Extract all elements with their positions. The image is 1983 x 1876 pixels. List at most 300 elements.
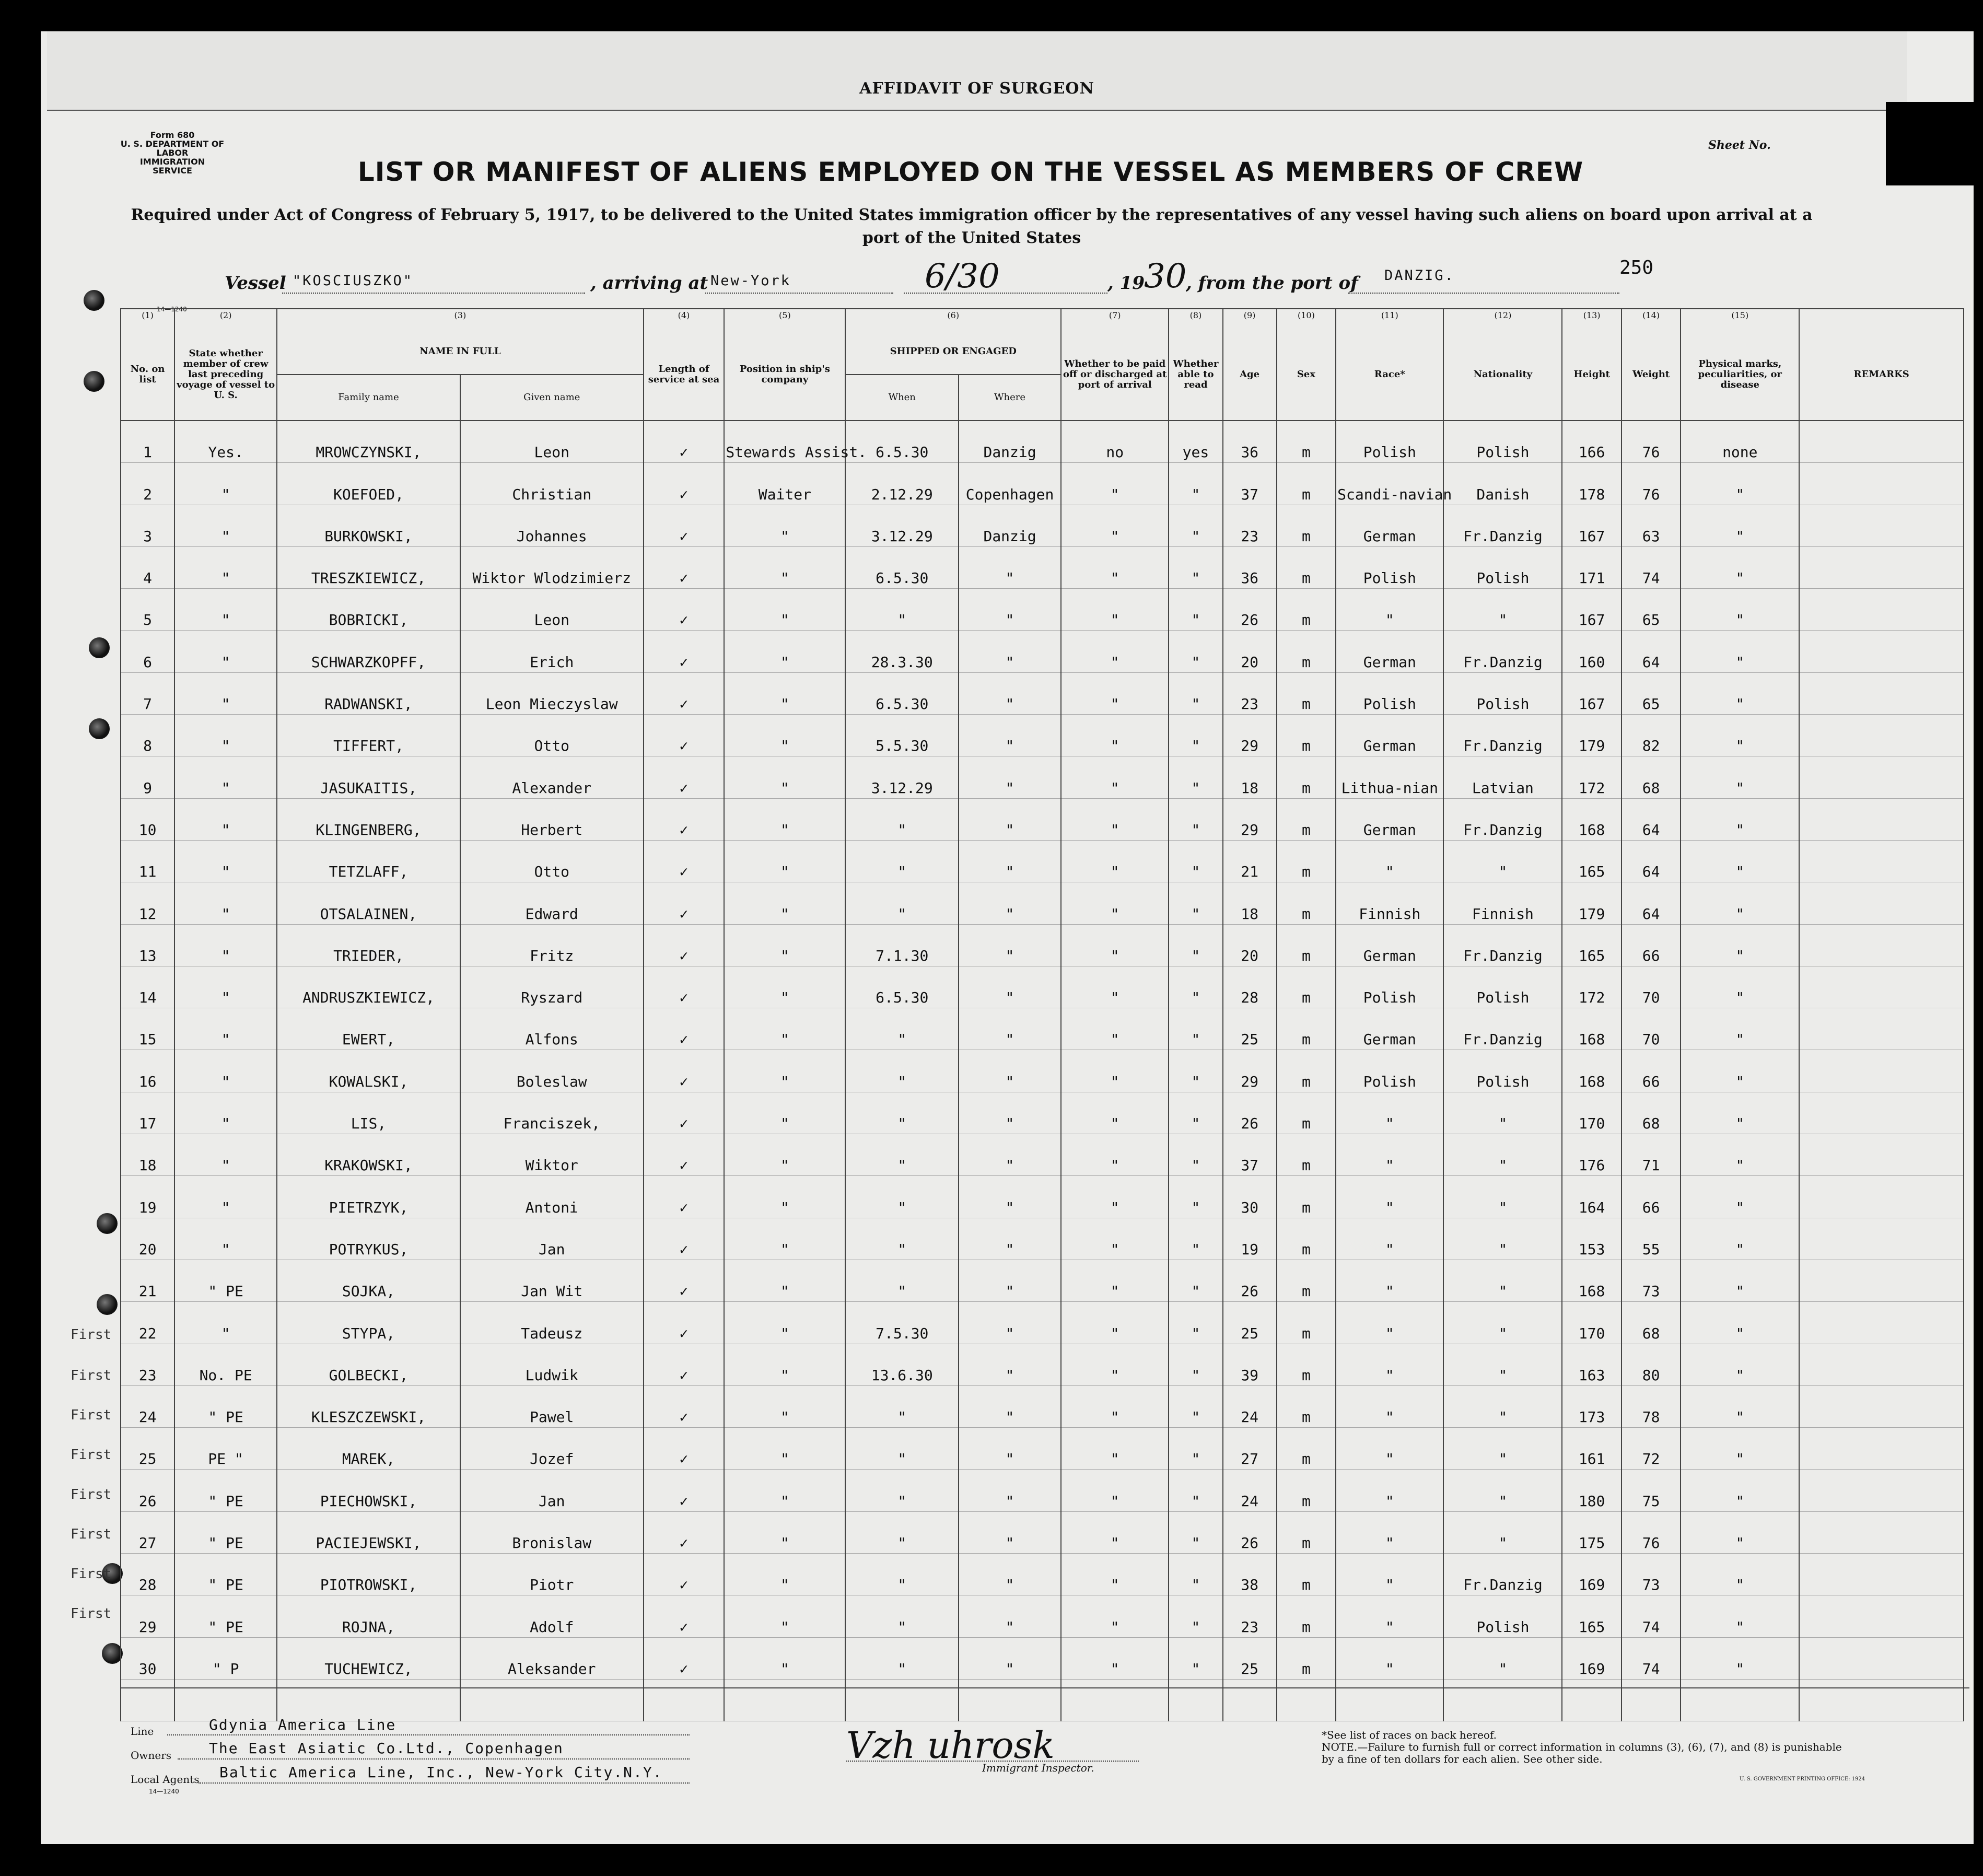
cell-physical-marks: " bbox=[1681, 1302, 1799, 1344]
col-where-header: Where bbox=[959, 375, 1061, 421]
table-row bbox=[121, 1385, 1964, 1427]
cell-nationality: Fr.Danzig bbox=[1443, 798, 1562, 840]
cell-member: " bbox=[174, 1218, 277, 1260]
cell-remarks bbox=[1799, 1050, 1964, 1092]
cell-age: 27 bbox=[1223, 1428, 1277, 1470]
cell-blank bbox=[845, 1679, 959, 1721]
cell-weight: 76 bbox=[1622, 1511, 1681, 1553]
crew-rows bbox=[121, 421, 1964, 1721]
cell-remarks bbox=[1799, 1470, 1964, 1511]
page-subtitle: Required under Act of Congress of February 5, 1917, to be delivered to the United States immigration officer by the representatives of any vessel having such aliens on board upon arrival at a port of the United States bbox=[131, 206, 1813, 247]
cell-age: 39 bbox=[1223, 1344, 1277, 1385]
cell-position: " bbox=[724, 1176, 845, 1218]
cell-given-name: Wiktor bbox=[460, 1134, 644, 1176]
cell-age: 36 bbox=[1223, 421, 1277, 463]
margin-note: First bbox=[71, 1487, 112, 1502]
cell-length-service: ✓ bbox=[644, 1008, 725, 1050]
cell-family-name: SOJKA, bbox=[277, 1260, 460, 1301]
cell-family-name: ANDRUSZKIEWICZ, bbox=[277, 966, 460, 1008]
cell-member: " bbox=[174, 756, 277, 798]
cell-blank bbox=[1799, 1679, 1964, 1721]
cell-weight: 64 bbox=[1622, 798, 1681, 840]
col-nationality-header: Nationality bbox=[1443, 329, 1562, 421]
cell-paid-off: " bbox=[1061, 840, 1169, 882]
cell-position: " bbox=[724, 715, 845, 756]
cell-age: 37 bbox=[1223, 1134, 1277, 1176]
cell-paid-off: " bbox=[1061, 1385, 1169, 1427]
cell-when: 7.1.30 bbox=[845, 924, 959, 966]
cell-when: " bbox=[845, 798, 959, 840]
cell-age: 21 bbox=[1223, 840, 1277, 882]
col-physical-marks-header: Physical marks, peculiarities, or disease bbox=[1681, 329, 1799, 421]
crew-manifest-table bbox=[120, 308, 1964, 1721]
cell-age: 30 bbox=[1223, 1176, 1277, 1218]
from-port-label: , from the port of bbox=[1186, 273, 1358, 294]
cell-position: " bbox=[724, 1470, 845, 1511]
cell-physical-marks: " bbox=[1681, 1218, 1799, 1260]
cell-height: 173 bbox=[1562, 1385, 1621, 1427]
cell-no: 28 bbox=[121, 1554, 174, 1595]
cell-position: " bbox=[724, 1008, 845, 1050]
line-value: Gdynia America Line bbox=[209, 1716, 396, 1733]
cell-member: " bbox=[174, 463, 277, 505]
cell-blank bbox=[1622, 1679, 1681, 1721]
cell-position: " bbox=[724, 505, 845, 546]
cell-race: " bbox=[1336, 1176, 1443, 1218]
cell-physical-marks: " bbox=[1681, 1050, 1799, 1092]
cell-family-name: BURKOWSKI, bbox=[277, 505, 460, 546]
cell-sex: m bbox=[1277, 1008, 1336, 1050]
cell-age: 19 bbox=[1223, 1218, 1277, 1260]
cell-member: " PE bbox=[174, 1554, 277, 1595]
cell-nationality: " bbox=[1443, 1428, 1562, 1470]
cell-remarks bbox=[1799, 631, 1964, 672]
cell-blank bbox=[174, 1679, 277, 1721]
margin-note: First bbox=[71, 1447, 112, 1463]
cell-family-name: TUCHEWICZ, bbox=[277, 1637, 460, 1679]
cell-weight: 73 bbox=[1622, 1554, 1681, 1595]
cell-remarks bbox=[1799, 1176, 1964, 1218]
cell-race: " bbox=[1336, 1260, 1443, 1301]
cell-length-service: ✓ bbox=[644, 505, 725, 546]
col-length-service-header: Length of service at sea bbox=[644, 329, 725, 421]
cell-family-name: LIS, bbox=[277, 1092, 460, 1134]
cell-given-name: Herbert bbox=[460, 798, 644, 840]
cell-no: 14 bbox=[121, 966, 174, 1008]
cell-nationality: Fr.Danzig bbox=[1443, 715, 1562, 756]
cell-paid-off: " bbox=[1061, 505, 1169, 546]
cell-paid-off: " bbox=[1061, 756, 1169, 798]
col-7-number: (7) bbox=[1061, 309, 1169, 329]
cell-where: Danzig bbox=[959, 421, 1061, 463]
cell-family-name: KLINGENBERG, bbox=[277, 798, 460, 840]
cell-able-to-read: " bbox=[1169, 1385, 1222, 1427]
cell-physical-marks: " bbox=[1681, 1134, 1799, 1176]
arriving-label: , arriving at bbox=[590, 273, 708, 294]
cell-nationality: " bbox=[1443, 1511, 1562, 1553]
cell-position: " bbox=[724, 631, 845, 672]
col-no-on-list-header: No. on list bbox=[121, 329, 174, 421]
cell-family-name: JASUKAITIS, bbox=[277, 756, 460, 798]
cell-length-service: ✓ bbox=[644, 1470, 725, 1511]
cell-remarks bbox=[1799, 966, 1964, 1008]
cell-age: 24 bbox=[1223, 1385, 1277, 1427]
cell-able-to-read: " bbox=[1169, 882, 1222, 924]
cell-age: 28 bbox=[1223, 966, 1277, 1008]
cell-given-name: Boleslaw bbox=[460, 1050, 644, 1092]
cell-position: Waiter bbox=[724, 463, 845, 505]
cell-physical-marks: " bbox=[1681, 1260, 1799, 1301]
cell-blank bbox=[1443, 1679, 1562, 1721]
table-row bbox=[121, 1260, 1964, 1301]
underlying-page-strip bbox=[47, 31, 1907, 111]
cell-no: 26 bbox=[121, 1470, 174, 1511]
cell-nationality: " bbox=[1443, 1260, 1562, 1301]
cell-when: " bbox=[845, 1008, 959, 1050]
cell-member: " PE bbox=[174, 1595, 277, 1637]
cell-given-name: Bronislaw bbox=[460, 1511, 644, 1553]
cell-physical-marks: " bbox=[1681, 1092, 1799, 1134]
cell-no: 23 bbox=[121, 1344, 174, 1385]
cell-member: " bbox=[174, 1008, 277, 1050]
page-title: LIST OR MANIFEST OF ALIENS EMPLOYED ON THE VESSEL AS MEMBERS OF CREW bbox=[357, 157, 1584, 187]
cell-remarks bbox=[1799, 1302, 1964, 1344]
cell-weight: 71 bbox=[1622, 1134, 1681, 1176]
cell-when: " bbox=[845, 1134, 959, 1176]
cell-height: 166 bbox=[1562, 421, 1621, 463]
cell-able-to-read: " bbox=[1169, 1218, 1222, 1260]
cell-height: 170 bbox=[1562, 1302, 1621, 1344]
cell-race: " bbox=[1336, 1637, 1443, 1679]
cell-physical-marks: none bbox=[1681, 421, 1799, 463]
cell-length-service: ✓ bbox=[644, 798, 725, 840]
cell-able-to-read: " bbox=[1169, 672, 1222, 714]
cell-sex: m bbox=[1277, 1637, 1336, 1679]
cell-blank bbox=[121, 1679, 174, 1721]
cell-age: 26 bbox=[1223, 589, 1277, 631]
owners-underline bbox=[178, 1758, 690, 1760]
cell-able-to-read: " bbox=[1169, 1260, 1222, 1301]
cell-nationality: Polish bbox=[1443, 966, 1562, 1008]
printing-office: U. S. GOVERNMENT PRINTING OFFICE: 1924 bbox=[1740, 1776, 1865, 1782]
cell-given-name: Antoni bbox=[460, 1176, 644, 1218]
cell-remarks bbox=[1799, 1385, 1964, 1427]
cell-paid-off: " bbox=[1061, 1511, 1169, 1553]
cell-weight: 75 bbox=[1622, 1470, 1681, 1511]
cell-paid-off: " bbox=[1061, 924, 1169, 966]
cell-where: " bbox=[959, 1092, 1061, 1134]
cell-no: 3 bbox=[121, 505, 174, 546]
cell-blank bbox=[1562, 1679, 1621, 1721]
col-8-number: (8) bbox=[1169, 309, 1222, 329]
cell-nationality: Polish bbox=[1443, 546, 1562, 588]
cell-sex: m bbox=[1277, 631, 1336, 672]
cell-nationality: Polish bbox=[1443, 1050, 1562, 1092]
cell-blank bbox=[724, 1679, 845, 1721]
punch-hole bbox=[84, 371, 104, 392]
cell-race: German bbox=[1336, 1008, 1443, 1050]
cell-length-service: ✓ bbox=[644, 546, 725, 588]
cell-given-name: Christian bbox=[460, 463, 644, 505]
cell-member: " bbox=[174, 589, 277, 631]
cell-given-name: Ryszard bbox=[460, 966, 644, 1008]
year-prefix: , 19 bbox=[1107, 273, 1145, 294]
cell-physical-marks: " bbox=[1681, 1176, 1799, 1218]
form-number: Form 680 bbox=[150, 130, 195, 140]
margin-note: First bbox=[71, 1527, 112, 1542]
cell-age: 29 bbox=[1223, 1050, 1277, 1092]
cell-family-name: PIETRZYK, bbox=[277, 1176, 460, 1218]
cell-height: 165 bbox=[1562, 1595, 1621, 1637]
cell-sex: m bbox=[1277, 1385, 1336, 1427]
cell-able-to-read: " bbox=[1169, 1595, 1222, 1637]
cell-family-name: STYPA, bbox=[277, 1302, 460, 1344]
cell-blank bbox=[1336, 1679, 1443, 1721]
from-port: DANZIG. bbox=[1384, 267, 1455, 284]
table-row bbox=[121, 631, 1964, 672]
cell-physical-marks: " bbox=[1681, 631, 1799, 672]
service-name: IMMIGRATION SERVICE bbox=[139, 157, 205, 176]
cell-paid-off: " bbox=[1061, 1470, 1169, 1511]
cell-physical-marks: " bbox=[1681, 1637, 1799, 1679]
cell-weight: 74 bbox=[1622, 546, 1681, 588]
cell-no: 24 bbox=[121, 1385, 174, 1427]
cell-paid-off: " bbox=[1061, 1637, 1169, 1679]
cell-where: " bbox=[959, 1134, 1061, 1176]
cell-no: 30 bbox=[121, 1637, 174, 1679]
cell-where: " bbox=[959, 924, 1061, 966]
cell-nationality: Polish bbox=[1443, 1595, 1562, 1637]
table-row bbox=[121, 1470, 1964, 1511]
from-port-underline bbox=[1348, 293, 1619, 294]
cell-sex: m bbox=[1277, 1176, 1336, 1218]
vessel-label: Vessel bbox=[225, 273, 286, 294]
cell-given-name: Otto bbox=[460, 715, 644, 756]
cell-where: " bbox=[959, 1050, 1061, 1092]
cell-given-name: Adolf bbox=[460, 1595, 644, 1637]
cell-length-service: ✓ bbox=[644, 1260, 725, 1301]
cell-length-service: ✓ bbox=[644, 463, 725, 505]
cell-sex: m bbox=[1277, 1470, 1336, 1511]
cell-able-to-read: " bbox=[1169, 589, 1222, 631]
cell-member: Yes. bbox=[174, 421, 277, 463]
cell-member: " bbox=[174, 631, 277, 672]
cell-nationality: Latvian bbox=[1443, 756, 1562, 798]
cell-length-service: ✓ bbox=[644, 882, 725, 924]
cell-race: " bbox=[1336, 1385, 1443, 1427]
cell-age: 18 bbox=[1223, 882, 1277, 924]
cell-member: " bbox=[174, 924, 277, 966]
cell-paid-off: " bbox=[1061, 1595, 1169, 1637]
sheet-label: Sheet No. bbox=[1708, 138, 1771, 152]
cell-paid-off: " bbox=[1061, 1302, 1169, 1344]
cell-where: " bbox=[959, 1218, 1061, 1260]
cell-no: 16 bbox=[121, 1050, 174, 1092]
col-height-header: Height bbox=[1562, 329, 1621, 421]
cell-able-to-read: " bbox=[1169, 1008, 1222, 1050]
col-name-in-full-header: NAME IN FULL bbox=[277, 329, 643, 375]
table-row-blank bbox=[121, 1679, 1964, 1721]
cell-paid-off: " bbox=[1061, 1554, 1169, 1595]
cell-weight: 64 bbox=[1622, 840, 1681, 882]
cell-remarks bbox=[1799, 505, 1964, 546]
cell-age: 26 bbox=[1223, 1260, 1277, 1301]
cell-age: 23 bbox=[1223, 505, 1277, 546]
cell-height: 168 bbox=[1562, 1260, 1621, 1301]
cell-able-to-read: " bbox=[1169, 463, 1222, 505]
table-row bbox=[121, 505, 1964, 546]
cell-race: " bbox=[1336, 1134, 1443, 1176]
cell-nationality: Fr.Danzig bbox=[1443, 1008, 1562, 1050]
cell-able-to-read: " bbox=[1169, 1302, 1222, 1344]
cell-able-to-read: " bbox=[1169, 1428, 1222, 1470]
cell-no: 1 bbox=[121, 421, 174, 463]
margin-note: First bbox=[71, 1606, 112, 1622]
cell-blank bbox=[277, 1679, 460, 1721]
cell-family-name: TRIEDER, bbox=[277, 924, 460, 966]
cell-family-name: PIECHOWSKI, bbox=[277, 1470, 460, 1511]
cell-when: 2.12.29 bbox=[845, 463, 959, 505]
cell-given-name: Jan Wit bbox=[460, 1260, 644, 1301]
cell-race: " bbox=[1336, 1092, 1443, 1134]
table-row bbox=[121, 589, 1964, 631]
table-row bbox=[121, 546, 1964, 588]
year-handwritten: 30 bbox=[1144, 257, 1187, 296]
cell-member: " P bbox=[174, 1637, 277, 1679]
cell-length-service: ✓ bbox=[644, 1050, 725, 1092]
header-row bbox=[121, 329, 1964, 375]
col-sex-header: Sex bbox=[1277, 329, 1336, 421]
cell-weight: 72 bbox=[1622, 1428, 1681, 1470]
cell-physical-marks: " bbox=[1681, 1428, 1799, 1470]
cell-paid-off: " bbox=[1061, 798, 1169, 840]
cell-when: 6.5.30 bbox=[845, 421, 959, 463]
col-given-name-header: Given name bbox=[460, 375, 644, 421]
cell-family-name: RADWANSKI, bbox=[277, 672, 460, 714]
cell-when: " bbox=[845, 1260, 959, 1301]
cell-no: 5 bbox=[121, 589, 174, 631]
col-2-number: (2) bbox=[174, 309, 277, 329]
cell-no: 8 bbox=[121, 715, 174, 756]
cell-blank bbox=[1169, 1679, 1222, 1721]
cell-age: 25 bbox=[1223, 1637, 1277, 1679]
cell-paid-off: " bbox=[1061, 1260, 1169, 1301]
cell-nationality: " bbox=[1443, 1176, 1562, 1218]
cell-position: " bbox=[724, 1428, 845, 1470]
cell-given-name: Pawel bbox=[460, 1385, 644, 1427]
punch-hole bbox=[102, 1643, 123, 1664]
cell-given-name: Leon Mieczyslaw bbox=[460, 672, 644, 714]
cell-length-service: ✓ bbox=[644, 924, 725, 966]
cell-given-name: Otto bbox=[460, 840, 644, 882]
table-row bbox=[121, 1008, 1964, 1050]
cell-member: " bbox=[174, 1050, 277, 1092]
cell-length-service: ✓ bbox=[644, 1344, 725, 1385]
cell-race: Scandi-navian bbox=[1336, 463, 1443, 505]
table-row bbox=[121, 672, 1964, 714]
cell-length-service: ✓ bbox=[644, 1134, 725, 1176]
margin-note: First bbox=[71, 1368, 112, 1383]
cell-age: 37 bbox=[1223, 463, 1277, 505]
col-when-header: When bbox=[845, 375, 959, 421]
cell-remarks bbox=[1799, 840, 1964, 882]
cell-position: " bbox=[724, 924, 845, 966]
cell-family-name: TRESZKIEWICZ, bbox=[277, 546, 460, 588]
cell-no: 10 bbox=[121, 798, 174, 840]
table-row bbox=[121, 1302, 1964, 1344]
cell-position: " bbox=[724, 1302, 845, 1344]
cell-where: " bbox=[959, 1470, 1061, 1511]
cell-blank bbox=[1277, 1679, 1336, 1721]
cell-weight: 76 bbox=[1622, 421, 1681, 463]
cell-when: " bbox=[845, 840, 959, 882]
cell-sex: m bbox=[1277, 966, 1336, 1008]
cell-nationality: " bbox=[1443, 1637, 1562, 1679]
cell-weight: 68 bbox=[1622, 756, 1681, 798]
cell-able-to-read: yes bbox=[1169, 421, 1222, 463]
cell-able-to-read: " bbox=[1169, 505, 1222, 546]
cell-when: 5.5.30 bbox=[845, 715, 959, 756]
cell-position: " bbox=[724, 1554, 845, 1595]
cell-age: 20 bbox=[1223, 924, 1277, 966]
cell-able-to-read: " bbox=[1169, 1554, 1222, 1595]
cell-remarks bbox=[1799, 672, 1964, 714]
cell-race: Polish bbox=[1336, 1050, 1443, 1092]
form-code-top: 14—1240 bbox=[157, 306, 187, 313]
table-row bbox=[121, 421, 1964, 463]
cell-member: " bbox=[174, 546, 277, 588]
cell-blank bbox=[1681, 1679, 1799, 1721]
cell-able-to-read: " bbox=[1169, 631, 1222, 672]
cell-no: 17 bbox=[121, 1092, 174, 1134]
cell-remarks bbox=[1799, 1092, 1964, 1134]
cell-when: " bbox=[845, 1092, 959, 1134]
cell-weight: 70 bbox=[1622, 966, 1681, 1008]
cell-where: " bbox=[959, 1008, 1061, 1050]
cell-no: 9 bbox=[121, 756, 174, 798]
cell-position: " bbox=[724, 756, 845, 798]
cell-paid-off: " bbox=[1061, 589, 1169, 631]
cell-age: 25 bbox=[1223, 1008, 1277, 1050]
cell-where: " bbox=[959, 1511, 1061, 1553]
cell-when: 13.6.30 bbox=[845, 1344, 959, 1385]
cell-height: 179 bbox=[1562, 715, 1621, 756]
cell-able-to-read: " bbox=[1169, 840, 1222, 882]
cell-remarks bbox=[1799, 1428, 1964, 1470]
table-row bbox=[121, 1595, 1964, 1637]
cell-given-name: Leon bbox=[460, 589, 644, 631]
cell-position: " bbox=[724, 966, 845, 1008]
cell-where: " bbox=[959, 1637, 1061, 1679]
cell-where: " bbox=[959, 1595, 1061, 1637]
line-underline bbox=[167, 1734, 690, 1735]
cell-nationality: " bbox=[1443, 1134, 1562, 1176]
table-row bbox=[121, 966, 1964, 1008]
cell-weight: 66 bbox=[1622, 1176, 1681, 1218]
agents-value: Baltic America Line, Inc., New-York City.N.Y. bbox=[219, 1764, 663, 1781]
col-3-number: (3) bbox=[277, 309, 643, 329]
cell-given-name: Edward bbox=[460, 882, 644, 924]
cell-family-name: KLESZCZEWSKI, bbox=[277, 1385, 460, 1427]
cell-where: " bbox=[959, 840, 1061, 882]
col-weight-header: Weight bbox=[1622, 329, 1681, 421]
cell-height: 170 bbox=[1562, 1092, 1621, 1134]
cell-family-name: PIOTROWSKI, bbox=[277, 1554, 460, 1595]
table-row bbox=[121, 840, 1964, 882]
cell-height: 169 bbox=[1562, 1637, 1621, 1679]
cell-sex: m bbox=[1277, 421, 1336, 463]
cell-member: " bbox=[174, 966, 277, 1008]
